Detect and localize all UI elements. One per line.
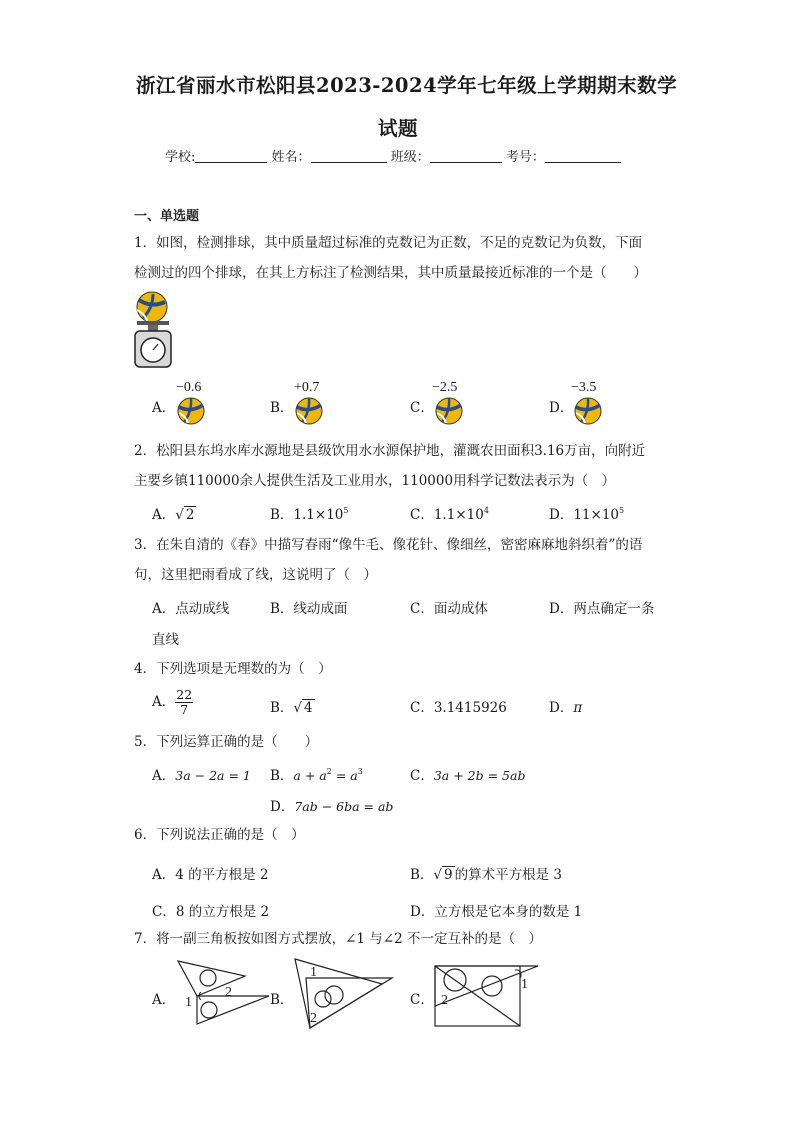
q6-option-b[interactable] [410, 863, 562, 883]
q1-line2: 检测过的四个排球，在其上方标注了检测结果，其中质量最接近标准的一个是（ ） [134, 265, 647, 281]
class-field[interactable] [430, 149, 502, 163]
q1-option-d-letter: D． [549, 400, 574, 416]
q7-option-a-letter[interactable]: A． [152, 992, 176, 1008]
q4-option-a-denominator: 7 [180, 702, 189, 717]
q2-option-d-exponent: 5 [619, 506, 625, 515]
q5-option-b-exp1: 2 [326, 767, 332, 776]
q3-option-d-wrap: 直线 [152, 632, 179, 648]
q1-option-a-value: −0.6 [176, 380, 202, 395]
q5-option-b-exp2: 3 [357, 767, 363, 776]
fraction [175, 688, 193, 717]
volleyball-icon [176, 396, 206, 426]
name-field[interactable] [311, 149, 387, 163]
q2-option-d[interactable] [549, 503, 624, 523]
q2-line2: 主要乡镇110000余人提供生活及工业用水，110000用科学记数法表示为（ ） [134, 473, 616, 489]
q1-option-c-letter: C． [410, 400, 434, 416]
q1-option-a-letter: A． [152, 400, 176, 416]
q7-option-c-letter[interactable]: C． [410, 992, 434, 1008]
q1-option-c[interactable] [410, 380, 490, 430]
angle-2-label: 2 [225, 985, 232, 1000]
q2-option-a-radicand: 2 [185, 507, 195, 523]
q5-option-b-letter: B． [270, 768, 294, 784]
q4-option-a-letter: A． [152, 694, 176, 710]
school-field[interactable] [195, 149, 267, 163]
q4-stem: 4．下列选项是无理数的为（ ） [134, 661, 332, 677]
name-label: 姓名： [271, 150, 311, 165]
q5-option-a[interactable] [152, 764, 251, 784]
q7-option-a-figure [175, 958, 271, 1028]
q3-option-d[interactable]: D．两点确定一条 [549, 601, 655, 617]
q3-line1: 3．在朱自清的《春》中描写春雨“像牛毛、像花针、像细丝，密密麻麻地斜织着”的语 [134, 537, 643, 553]
q5-option-d[interactable] [270, 795, 393, 815]
q7-stem: 7．将一副三角板按如图方式摆放，∠1 与∠2 不一定互补的是（ ） [134, 931, 542, 947]
q1-option-b-letter: B． [270, 400, 294, 416]
q2-option-b-base: 1.1×10 [293, 507, 344, 523]
section-heading: 一、单选题 [134, 209, 200, 224]
student-info-row [165, 146, 621, 165]
q7-option-c-figure [432, 962, 542, 1030]
q6-option-a[interactable]: A．4 的平方根是 2 [152, 867, 269, 883]
class-label: 班级： [390, 150, 430, 165]
q5-option-b-part2: = a [331, 768, 358, 783]
volleyball-icon [294, 396, 324, 426]
q3-option-a[interactable]: A．点动成线 [152, 601, 230, 617]
q2-option-d-letter: D． [549, 507, 574, 523]
sqrt-symbol: √ 2 [175, 507, 195, 523]
q2-option-b-exponent: 5 [343, 506, 349, 515]
q5-option-b-expr [293, 768, 362, 783]
q2-option-b-letter: B． [270, 507, 294, 523]
q1-option-b-value: +0.7 [294, 380, 320, 395]
q4-option-b[interactable] [270, 696, 315, 716]
q5-option-b[interactable] [270, 764, 363, 784]
q5-option-c-expr: 3a + 2b = 5ab [433, 768, 526, 783]
q4-option-c[interactable]: C．3.1415926 [410, 700, 507, 716]
q5-option-a-letter: A． [152, 768, 176, 784]
q4-option-d[interactable] [549, 696, 582, 716]
q6-option-c[interactable]: C．8 的立方根是 2 [152, 904, 270, 920]
volleyball-icon [573, 396, 603, 426]
document-title-line1: 浙江省丽水市松阳县2023-2024学年七年级上学期期末数学 [136, 74, 678, 97]
angle-2-label: 2 [310, 1011, 317, 1026]
q5-stem: 5．下列运算正确的是（ ） [134, 734, 319, 750]
q5-option-c[interactable] [410, 764, 525, 784]
q1-option-d-value: −3.5 [571, 380, 597, 395]
q1-option-b[interactable] [270, 380, 350, 430]
q5-option-a-expr: 3a − 2a = 1 [175, 768, 251, 783]
q3-option-c[interactable]: C．面动成体 [410, 601, 488, 617]
q5-option-c-letter: C． [410, 768, 434, 784]
q3-line2: 句，这里把雨看成了线，这说明了（ ） [134, 567, 377, 583]
angle-2-label: 2 [441, 993, 448, 1008]
document-title-line2: 试题 [378, 117, 419, 140]
q4-option-b-radicand: 4 [304, 700, 313, 716]
angle-1-label: 1 [310, 965, 317, 980]
angle-1-label: 1 [185, 995, 192, 1010]
number-label: 考号： [505, 150, 545, 165]
q5-option-b-part1: a + a [293, 768, 327, 783]
q4-option-a[interactable] [152, 688, 193, 717]
q2-option-d-base: 11×10 [573, 507, 619, 523]
q5-option-d-expr: 7ab − 6ba = ab [294, 799, 394, 814]
q6-stem: 6．下列说法正确的是（ ） [134, 827, 305, 843]
q4-option-d-letter: D． [549, 700, 574, 716]
school-label: 学校: [165, 150, 196, 165]
q2-option-a-letter: A． [152, 507, 176, 523]
q2-line1: 2．松阳县东坞水库水源地是县级饮用水水源保护地，灌溉农田面积3.16万亩，向附近 [134, 443, 646, 459]
number-field[interactable] [545, 149, 621, 163]
angle-1-label: 1 [521, 977, 528, 992]
q2-option-c-exponent: 4 [483, 506, 489, 515]
sqrt-symbol: √ 9 [433, 867, 453, 883]
ball-on-scale-image [131, 290, 175, 372]
q1-option-c-value: −2.5 [432, 380, 458, 395]
q2-option-a[interactable] [152, 503, 196, 523]
q4-option-b-letter: B． [270, 700, 294, 716]
q5-option-d-letter: D． [270, 799, 295, 815]
q4-option-d-value: π [573, 700, 583, 716]
q1-line1: 1．如图，检测排球，其中质量超过标准的克数记为正数，不足的克数记为负数，下面 [134, 235, 643, 251]
q6-option-b-letter: B． [410, 867, 434, 883]
q1-option-a[interactable] [152, 380, 232, 430]
sqrt-symbol: √ 4 [293, 700, 313, 716]
q3-option-b[interactable]: B．线动成面 [270, 601, 348, 617]
q7-option-b-letter[interactable]: B． [270, 992, 294, 1008]
q2-option-b[interactable] [270, 503, 348, 523]
q4-option-a-numerator: 22 [176, 687, 193, 702]
volleyball-icon [434, 396, 464, 426]
q2-option-c-letter: C． [410, 507, 434, 523]
q6-option-b-radicand: 9 [444, 867, 453, 883]
q7-option-b-figure [292, 956, 394, 1032]
q6-option-b-text: 的算术平方根是 3 [454, 867, 563, 883]
q6-option-d[interactable]: D．立方根是它本身的数是 1 [410, 904, 583, 920]
q2-option-c-base: 1.1×10 [433, 507, 484, 523]
q1-option-d[interactable] [549, 380, 629, 430]
q2-option-c[interactable] [410, 503, 489, 523]
